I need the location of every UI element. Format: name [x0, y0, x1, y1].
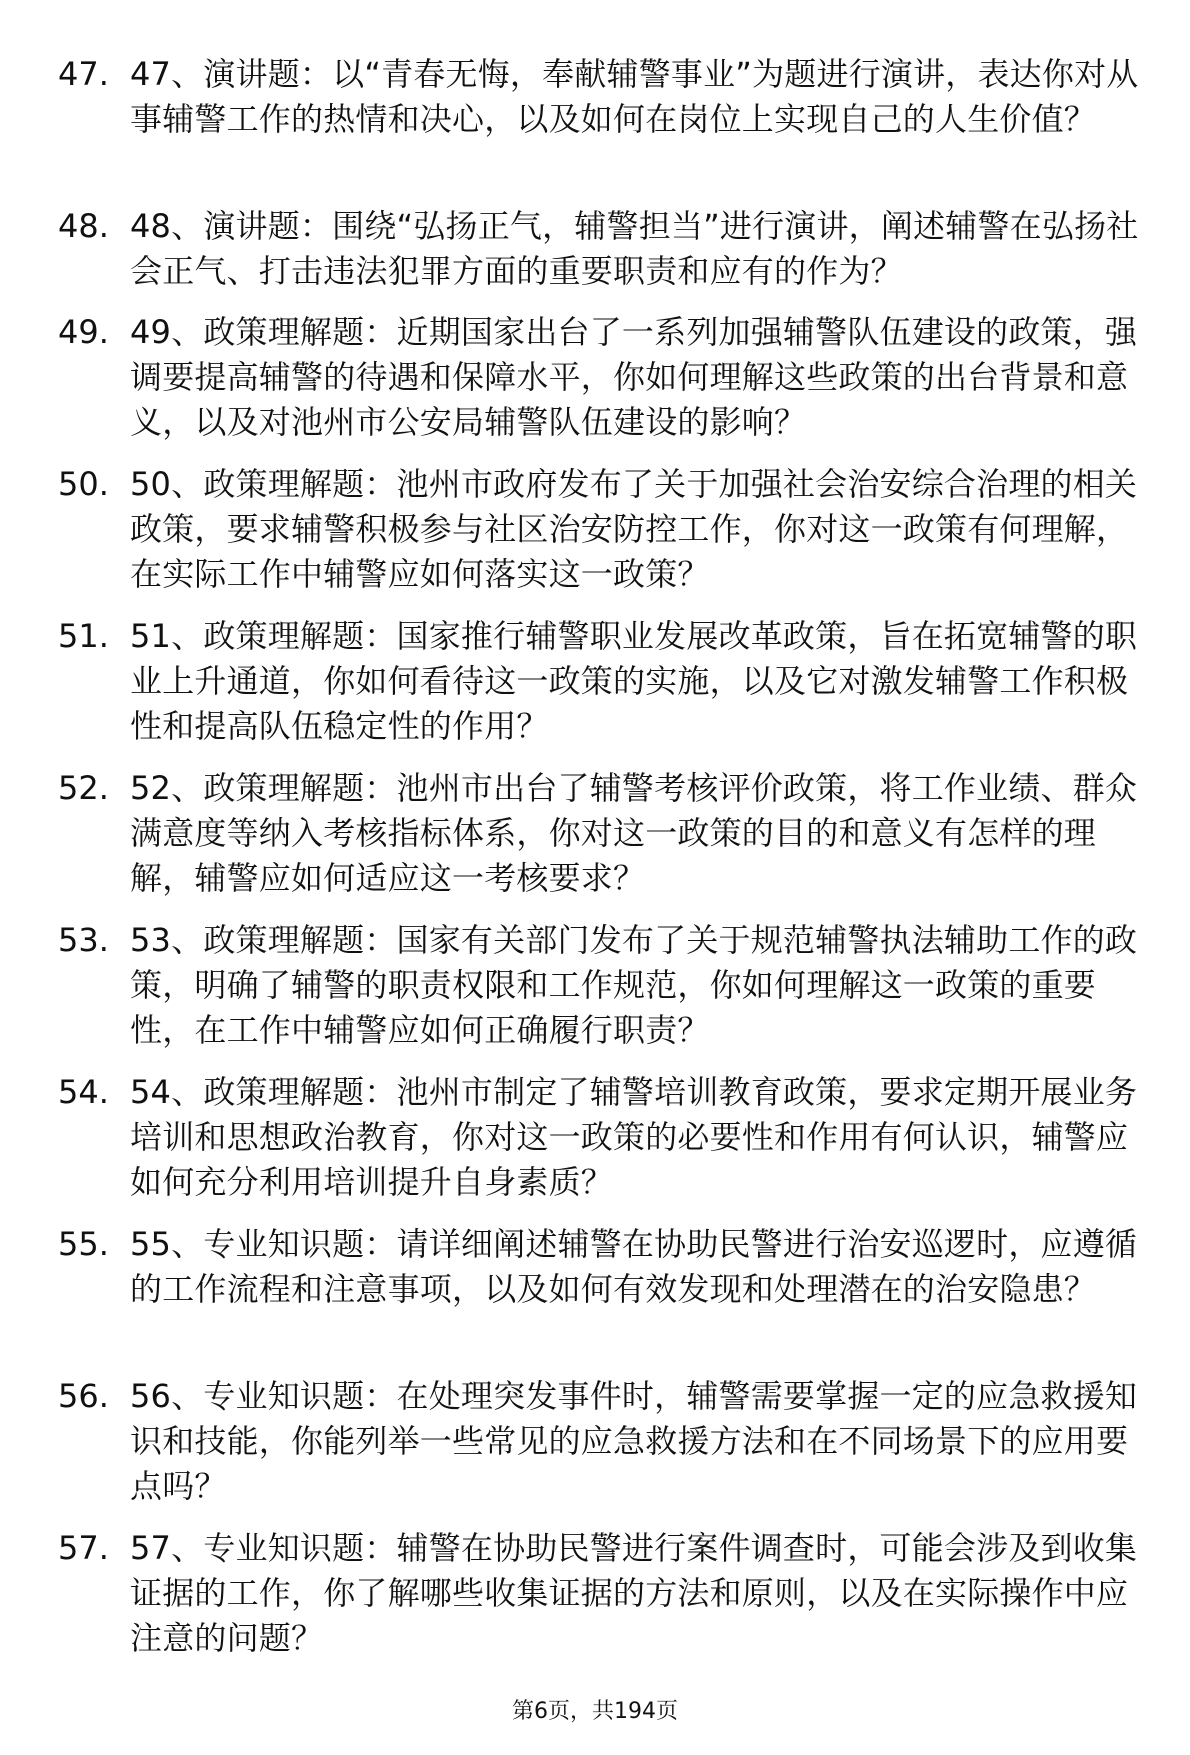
question-number: 51.	[58, 617, 109, 655]
question-text: 51、政策理解题：国家推行辅警职业发展改革政策，旨在拓宽辅警的职业上升通道，你如何看待这一政策的实施，以及它对激发辅警工作积极性和提高队伍稳定性的作用？	[130, 617, 1138, 745]
question-text: 49、政策理解题：近期国家出台了一系列加强辅警队伍建设的政策，强调要提高辅警的待遇和保障水平，你如何理解这些政策的出台背景和意义，以及对池州市公安局辅警队伍建设的影响？	[130, 313, 1138, 441]
question-item	[58, 204, 1158, 310]
question-number: 52.	[58, 769, 109, 807]
question-text: 56、专业知识题：在处理突发事件时，辅警需要掌握一定的应急救援知识和技能，你能列举一些常见的应急救援方法和在不同场景下的应用要点吗？	[130, 1377, 1138, 1505]
question-text: 57、专业知识题：辅警在协助民警进行案件调查时，可能会涉及到收集证据的工作，你了解哪些收集证据的方法和原则，以及在实际操作中应注意的问题？	[130, 1529, 1138, 1657]
question-item	[58, 462, 1158, 614]
question-number: 50.	[58, 465, 109, 503]
question-item	[58, 918, 1158, 1070]
question-number: 54.	[58, 1073, 109, 1111]
question-item	[58, 52, 1158, 204]
question-text: 50、政策理解题：池州市政府发布了关于加强社会治安综合治理的相关政策，要求辅警积极参与社区治安防控工作，你对这一政策有何理解，在实际工作中辅警应如何落实这一政策？	[130, 465, 1138, 593]
question-number: 57.	[58, 1529, 109, 1567]
question-text: 53、政策理解题：国家有关部门发布了关于规范辅警执法辅助工作的政策，明确了辅警的职责权限和工作规范，你如何理解这一政策的重要性，在工作中辅警应如何正确履行职责？	[130, 921, 1138, 1049]
question-item	[58, 1070, 1158, 1222]
question-number: 47.	[58, 55, 109, 93]
question-item	[58, 614, 1158, 766]
question-number: 56.	[58, 1377, 109, 1415]
page-footer: 第6页，共194页	[512, 1699, 678, 1724]
question-text: 55、专业知识题：请详细阐述辅警在协助民警进行治安巡逻时，应遵循的工作流程和注意事项，以及如何有效发现和处理潜在的治安隐患？	[130, 1225, 1138, 1308]
question-item	[58, 1526, 1158, 1678]
question-text: 47、演讲题：以“青春无悔，奉献辅警事业”为题进行演讲，表达你对从事辅警工作的热情和决心，以及如何在岗位上实现自己的人生价值？	[130, 55, 1139, 138]
question-number: 48.	[58, 207, 109, 245]
question-item	[58, 310, 1158, 462]
question-number: 53.	[58, 921, 109, 959]
question-number: 49.	[58, 313, 109, 351]
question-item	[58, 1374, 1158, 1526]
question-list	[58, 52, 1158, 1678]
question-item	[58, 766, 1158, 918]
question-text: 48、演讲题：围绕“弘扬正气，辅警担当”进行演讲，阐述辅警在弘扬社会正气、打击违法犯罪方面的重要职责和应有的作为？	[130, 207, 1139, 290]
question-text: 54、政策理解题：池州市制定了辅警培训教育政策，要求定期开展业务培训和思想政治教育，你对这一政策的必要性和作用有何认识，辅警应如何充分利用培训提升自身素质？	[130, 1073, 1138, 1201]
question-number: 55.	[58, 1225, 109, 1263]
question-text: 52、政策理解题：池州市出台了辅警考核评价政策，将工作业绩、群众满意度等纳入考核指标体系，你对这一政策的目的和意义有怎样的理解，辅警应如何适应这一考核要求？	[130, 769, 1138, 897]
question-item	[58, 1222, 1158, 1374]
